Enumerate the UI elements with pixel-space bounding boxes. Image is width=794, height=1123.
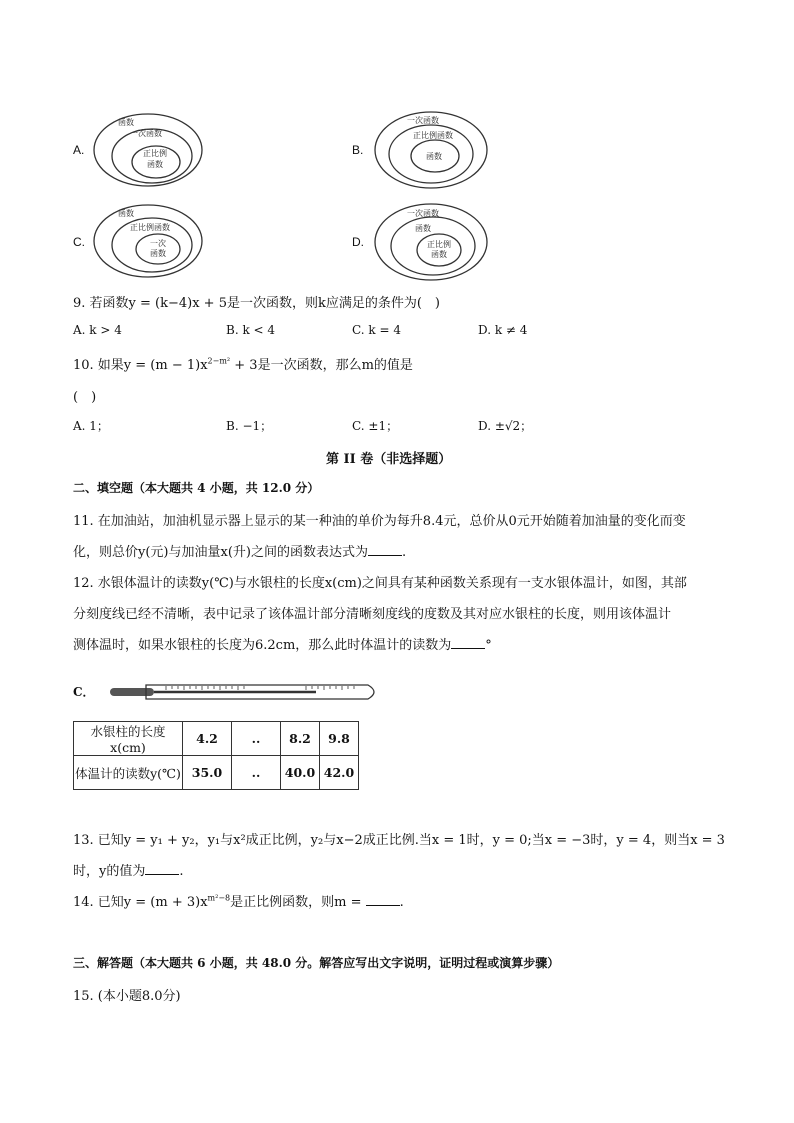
q10-stem — [73, 354, 413, 373]
q8-option-c-diagram — [92, 203, 204, 283]
q8-option-c-key: C. — [73, 235, 85, 249]
q14-end: . — [399, 895, 404, 910]
q8-option-a-diagram — [92, 112, 204, 192]
q12-figure-label: C． — [73, 685, 95, 699]
q8c-inner-label-2: 函数 — [150, 249, 166, 258]
q13-line2-end: . — [179, 864, 184, 879]
q8-option-a-key: A. — [73, 143, 85, 157]
q12-line3-text: 测体温时，如果水银柱的长度为6.2cm，那么此时体温计的读数为 — [73, 638, 452, 653]
q10-stem-pre: 10. 如果y = (m − 1)x — [73, 358, 208, 373]
q9-stem: 9. 若函数y = (k−4)x + 5是一次函数，则k应满足的条件为( ) — [73, 296, 441, 311]
q8a-inner-label-2: 函数 — [147, 160, 163, 169]
q8c-middle-label: 正比例函数 — [130, 223, 170, 232]
section2-heading: 二、填空题（本大题共 4 小题，共 12.0 分） — [73, 481, 320, 495]
q8a-outer-label: 函数 — [118, 118, 134, 127]
q14-post: 是正比例函数，则m = — [230, 895, 362, 910]
q8-option-b-diagram — [373, 110, 489, 194]
q13-line2 — [73, 860, 184, 879]
q8a-middle-label: 一次函数 — [130, 129, 162, 138]
q10-stem-post: + 3是一次函数，那么m的值是 — [230, 358, 413, 373]
q8-option-d-diagram — [373, 202, 489, 286]
table-cell: 水银柱的长度x(cm) — [74, 722, 183, 756]
q9-option-a: A. k > 4 — [73, 323, 122, 337]
q10-exponent: 2−m² — [207, 356, 231, 366]
q13-line1: 13. 已知y = y₁ + y₂，y₁与x²成正比例，y₂与x−2成正比例.当x = 1时，y = 0;当x = −3时，y = 4，则当x = 3 — [73, 833, 725, 848]
table-cell: 40.0 — [281, 756, 320, 790]
q12-line1: 12. 水银体温计的读数y(℃)与水银柱的长度x(cm)之间具有某种函数关系现有一支水银体温计，如图，其部 — [73, 576, 687, 591]
table-row — [74, 722, 359, 756]
q8d-middle-label: 函数 — [415, 224, 431, 233]
q11-line2-text: 化，则总价y(元)与加油量x(升)之间的函数表达式为 — [73, 545, 368, 560]
q14-exponent: m²−8 — [207, 893, 231, 903]
thermometer-figure — [106, 680, 384, 708]
table-cell: 35.0 — [183, 756, 232, 790]
q14-answer-blank[interactable] — [366, 893, 400, 906]
q13-line2-text: 时，y的值为 — [73, 864, 146, 879]
q11-line2 — [73, 541, 406, 560]
q10-option-b: B. −1； — [226, 419, 273, 433]
q11-line2-end: . — [401, 545, 407, 560]
q9-option-b: B. k < 4 — [226, 323, 276, 337]
q15-stem: 15. (本小题8.0分) — [73, 989, 181, 1004]
q12-line3 — [73, 634, 492, 653]
table-cell: 8.2 — [281, 722, 320, 756]
q8-option-d-key: D. — [352, 235, 364, 249]
q8-option-b-key: B. — [352, 143, 364, 157]
q8c-outer-label: 函数 — [118, 209, 134, 218]
q8d-outer-label: 一次函数 — [407, 209, 439, 218]
q13-answer-blank[interactable] — [145, 862, 179, 875]
q12-data-table — [73, 721, 359, 790]
table-cell: 42.0 — [320, 756, 359, 790]
q8b-outer-label: 一次函数 — [407, 116, 439, 125]
q11-line1: 11. 在加油站，加油机显示器上显示的某一种油的单价为每升8.4元，总价从0元开始随着加油量的变化而变 — [73, 514, 686, 529]
q10-paren: ( ) — [73, 390, 97, 405]
table-cell: 9.8 — [320, 722, 359, 756]
q10-option-c: C. ±1； — [352, 419, 399, 433]
q14-pre: 14. 已知y = (m + 3)x — [73, 895, 208, 910]
q8c-inner-label-1: 一次 — [150, 239, 166, 248]
q11-answer-blank[interactable] — [368, 543, 402, 556]
section3-heading: 三、解答题（本大题共 6 小题，共 48.0 分。解答应写出文字说明，证明过程或演算步骤） — [73, 956, 560, 970]
q12-line3-end: ° — [485, 638, 492, 653]
q12-answer-blank[interactable] — [451, 636, 485, 649]
table-cell: .. — [232, 722, 281, 756]
section2-title: 第 II 卷（非选择题） — [326, 452, 452, 467]
q9-option-d: D. k ≠ 4 — [478, 323, 528, 337]
q8d-inner-label-1: 正比例 — [427, 240, 451, 249]
q8d-inner-label-2: 函数 — [431, 250, 447, 259]
table-cell: 4.2 — [183, 722, 232, 756]
q9-option-c: C. k = 4 — [352, 323, 401, 337]
table-cell: .. — [232, 756, 281, 790]
q10-option-a: A. 1； — [73, 419, 109, 433]
table-row — [74, 756, 359, 790]
q8a-inner-label-1: 正比例 — [143, 149, 167, 158]
q12-line2: 分刻度线已经不清晰，表中记录了该体温计部分清晰刻度线的度数及其对应水银柱的长度，则用该体温计 — [73, 607, 672, 622]
q14-stem — [73, 891, 404, 910]
q8b-middle-label: 正比例函数 — [413, 131, 453, 140]
table-cell: 体温计的读数y(℃) — [74, 756, 183, 790]
q10-option-d: D. ±√2； — [478, 419, 533, 433]
q8b-inner-label-1: 函数 — [426, 152, 442, 161]
